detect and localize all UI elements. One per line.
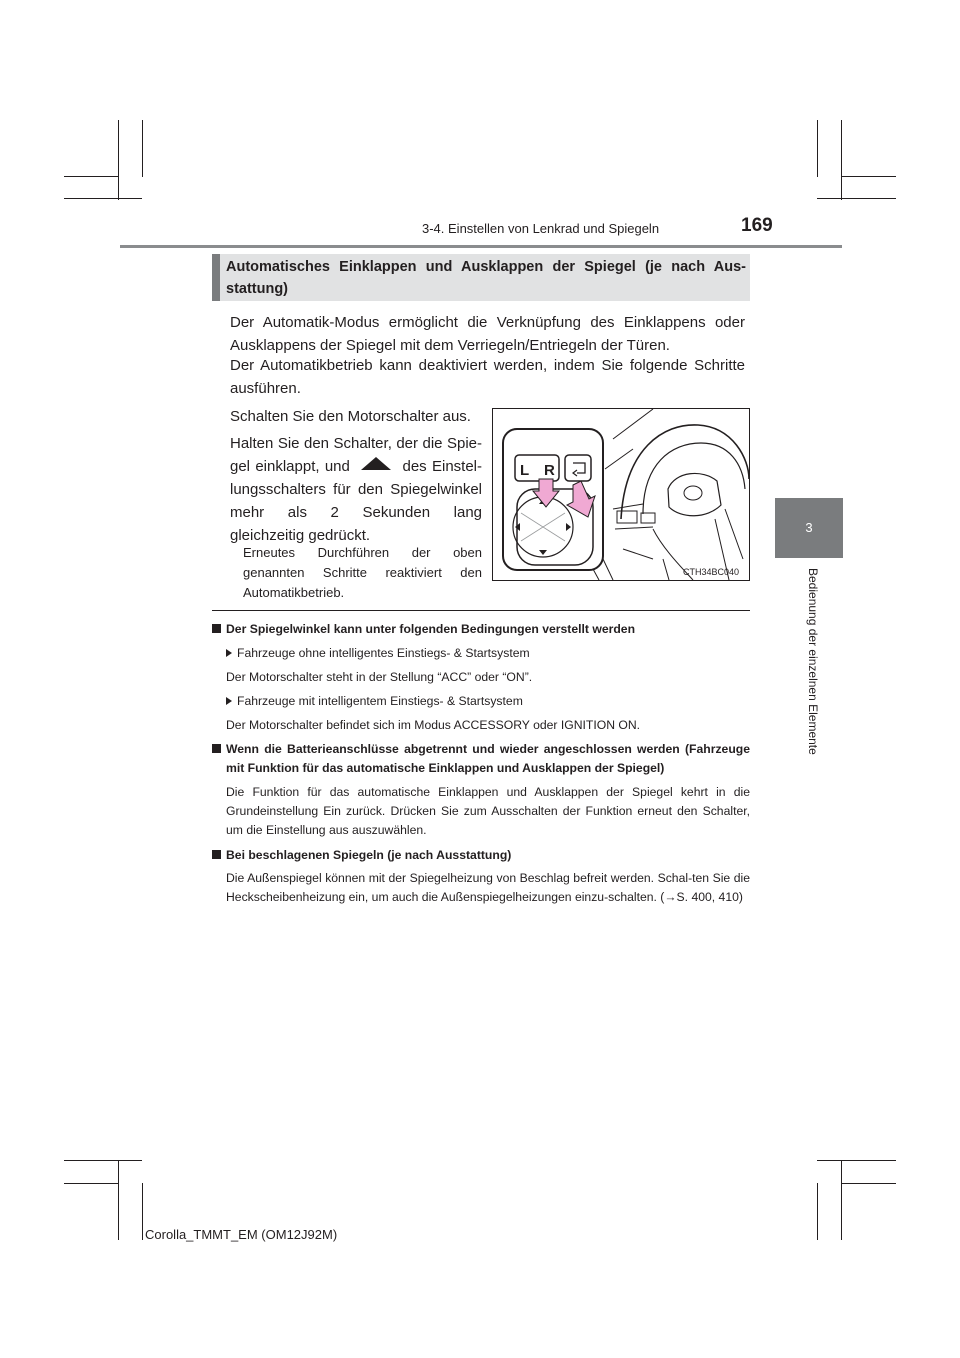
mirror-switch-figure: [492, 408, 750, 581]
note-sub-bullet: Fahrzeuge ohne intelligentes Einstiegs- & Startsystem: [226, 644, 750, 663]
note-text: Die Außenspiegel können mit der Spiegelheizung von Beschlag befreit werden. Schal-ten Sie die Heckscheibenheizung ein, um auch die Außenspiegelheizungen einzu-schalten. (→S. 400, 410): [226, 871, 750, 904]
step-1: Schalten Sie den Motorschalter aus.: [230, 408, 471, 425]
note-sub-bullet: Fahrzeuge mit intelligentem Einstiegs- & Startsystem: [226, 692, 750, 711]
figure-code: CTH34BC040: [682, 567, 739, 577]
crop-mark: [64, 1183, 118, 1184]
intro-paragraph: Der Automatik-Modus ermöglicht die Verknüpfung des Einklappens oder Ausklappens der Spiegel mit dem Verriegeln/Entriegeln der Türen.: [230, 314, 745, 354]
switch-left-label: L: [520, 462, 530, 479]
crop-mark: [817, 198, 896, 199]
switch-right-label: R: [544, 462, 555, 479]
crop-mark: [841, 1183, 896, 1184]
notes-divider: [212, 610, 750, 611]
notes-block: [212, 620, 750, 907]
square-bullet-icon: [212, 624, 221, 633]
crop-mark: [817, 120, 818, 177]
deactivate-paragraph: Der Automatikbetrieb kann deaktiviert werden, indem Sie folgende Schritte ausführen.: [230, 357, 745, 397]
triangle-bullet-icon: [226, 649, 232, 657]
note-text: Die Funktion für das automatische Einklappen und Ausklappen der Spiegel kehrt in die Grundeinstellung Ein zurück. Drücken Sie zum Ausschalten der Funktion erneut den Schalter, um die Einstellung aus auszuwählen.: [226, 785, 750, 837]
page-number: 169: [741, 215, 773, 236]
step-2-text-a: Halten Sie den Schalter, der die Spie-gel einklappt, und: [230, 435, 482, 475]
chapter-number: 3: [805, 520, 813, 535]
crop-mark: [118, 1160, 119, 1240]
note-text: Der Motorschalter befindet sich im Modus ACCESSORY oder IGNITION ON.: [226, 718, 641, 732]
step-2: [230, 432, 482, 547]
triangle-bullet-icon: [226, 697, 232, 705]
crop-mark: [841, 1160, 842, 1240]
crop-mark: [64, 1160, 142, 1161]
square-bullet-icon: [212, 850, 221, 859]
crop-mark: [841, 176, 896, 177]
header-section-title: 3-4. Einstellen von Lenkrad und Spiegeln: [422, 221, 660, 236]
footer-document-id: Corolla_TMMT_EM (OM12J92M): [145, 1227, 338, 1242]
section-title: Automatisches Einklappen und Ausklappen der Spiegel (je nach Aus-stattung): [226, 259, 746, 297]
step-2-text-b: des Einstel-lungsschalters für den Spiegelwinkel mehr als 2 Sekunden lang gleichzeitig gedrückt.: [230, 458, 483, 544]
note-heading: Der Spiegelwinkel kann unter folgenden Bedingungen verstellt werden: [212, 620, 750, 639]
up-triangle-icon: [361, 457, 391, 470]
crop-mark: [118, 120, 119, 200]
crop-mark: [817, 1183, 818, 1240]
section-heading-bar: [212, 254, 220, 301]
note-heading: Bei beschlagenen Spiegeln (je nach Ausstattung): [212, 846, 750, 865]
step-note: Erneutes Durchführen der oben genannten Schritte reaktiviert den Automatikbetrieb.: [243, 545, 482, 600]
note-text: Der Motorschalter steht in der Stellung “ACC” oder “ON”.: [226, 670, 533, 684]
crop-mark: [64, 176, 118, 177]
header-rule: [120, 245, 842, 248]
crop-mark: [142, 120, 143, 177]
note-heading: Wenn die Batterieanschlüsse abgetrennt und wieder angeschlossen werden (Fahrzeuge mit Funktion für das automatische Einklappen und Ausklappen der Spiegel): [212, 740, 750, 778]
crop-mark: [817, 1160, 896, 1161]
crop-mark: [64, 198, 142, 199]
crop-mark: [142, 1183, 143, 1240]
crop-mark: [841, 120, 842, 200]
mirror-switch-illustration: [493, 409, 749, 580]
chapter-label: Bedienung der einzelnen Elemente: [806, 568, 820, 755]
square-bullet-icon: [212, 744, 221, 753]
